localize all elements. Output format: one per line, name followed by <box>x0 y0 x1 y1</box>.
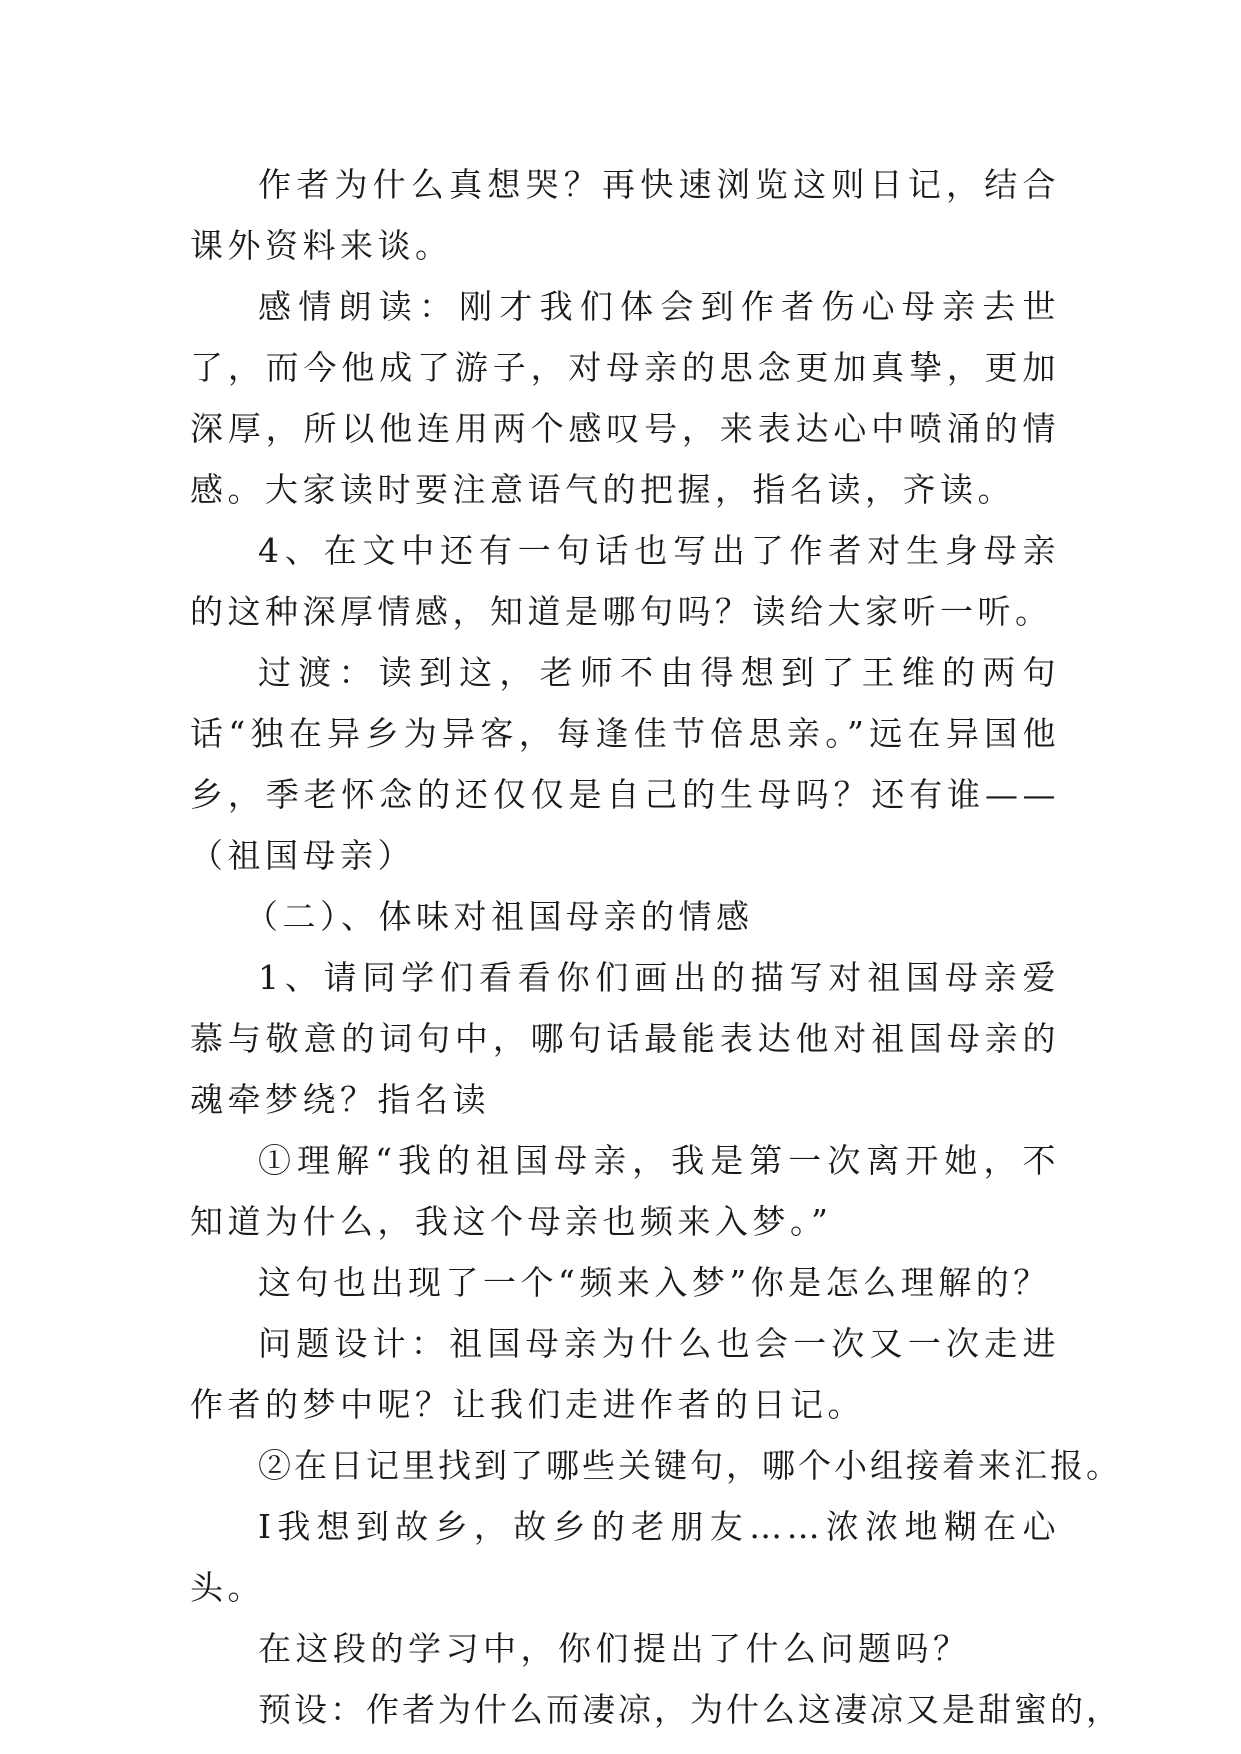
body-text <box>190 154 1122 1740</box>
paragraph-key-sentences: ②在日记里找到了哪些关键句，哪个小组接着来汇报。 <box>258 1446 1122 1485</box>
paragraph-frequent-dreams: 这句也出现了一个“频来入梦”你是怎么理解的？ <box>258 1263 1051 1302</box>
section-heading: （二）、体味对祖国母亲的情感 <box>245 897 754 936</box>
paragraph-emotional-reading: 感情朗读：刚才我们体会到作者伤心母亲去世了，而今他成了游子，对母亲的思念更加真挚，更加深厚，所以他连用两个感叹号，来表达心中喷涌的情感。大家读时要注意语气的把握，指名读，齐读。 <box>190 287 1060 509</box>
paragraph-understand-quote: ①理解“我的祖国母亲，我是第一次离开她，不知道为什么，我这个母亲也频来入梦。” <box>190 1141 1060 1241</box>
paragraph-question-design: 问题设计：祖国母亲为什么也会一次又一次走进作者的梦中呢？让我们走进作者的日记。 <box>190 1324 1060 1424</box>
paragraph-step-4: 4、在文中还有一句话也写出了作者对生身母亲的这种深厚情感，知道是哪句吗？读给大家听一听。 <box>190 531 1060 631</box>
paragraph-step-1: 1、请同学们看看你们画出的描写对祖国母亲爱慕与敬意的词句中，哪句话最能表达他对祖国母亲的魂牵梦绕？指名读 <box>190 958 1060 1119</box>
paragraph-why-cry: 作者为什么真想哭？再快速浏览这则日记，结合课外资料来谈。 <box>190 165 1060 265</box>
paragraph-transition: 过渡：读到这，老师不由得想到了王维的两句话“独在异乡为异客，每逢佳节倍思亲。”远在异国他乡，季老怀念的还仅仅是自己的生母吗？还有谁——（祖国母亲） <box>190 653 1060 875</box>
paragraph-hometown: Ⅰ我想到故乡，故乡的老朋友……浓浓地糊在心头。 <box>190 1507 1060 1607</box>
paragraph-preset: 预设：作者为什么而凄凉，为什么这凄凉又是甜蜜的， <box>258 1690 1122 1729</box>
paragraph-questions: 在这段的学习中，你们提出了什么问题吗？ <box>258 1629 971 1668</box>
